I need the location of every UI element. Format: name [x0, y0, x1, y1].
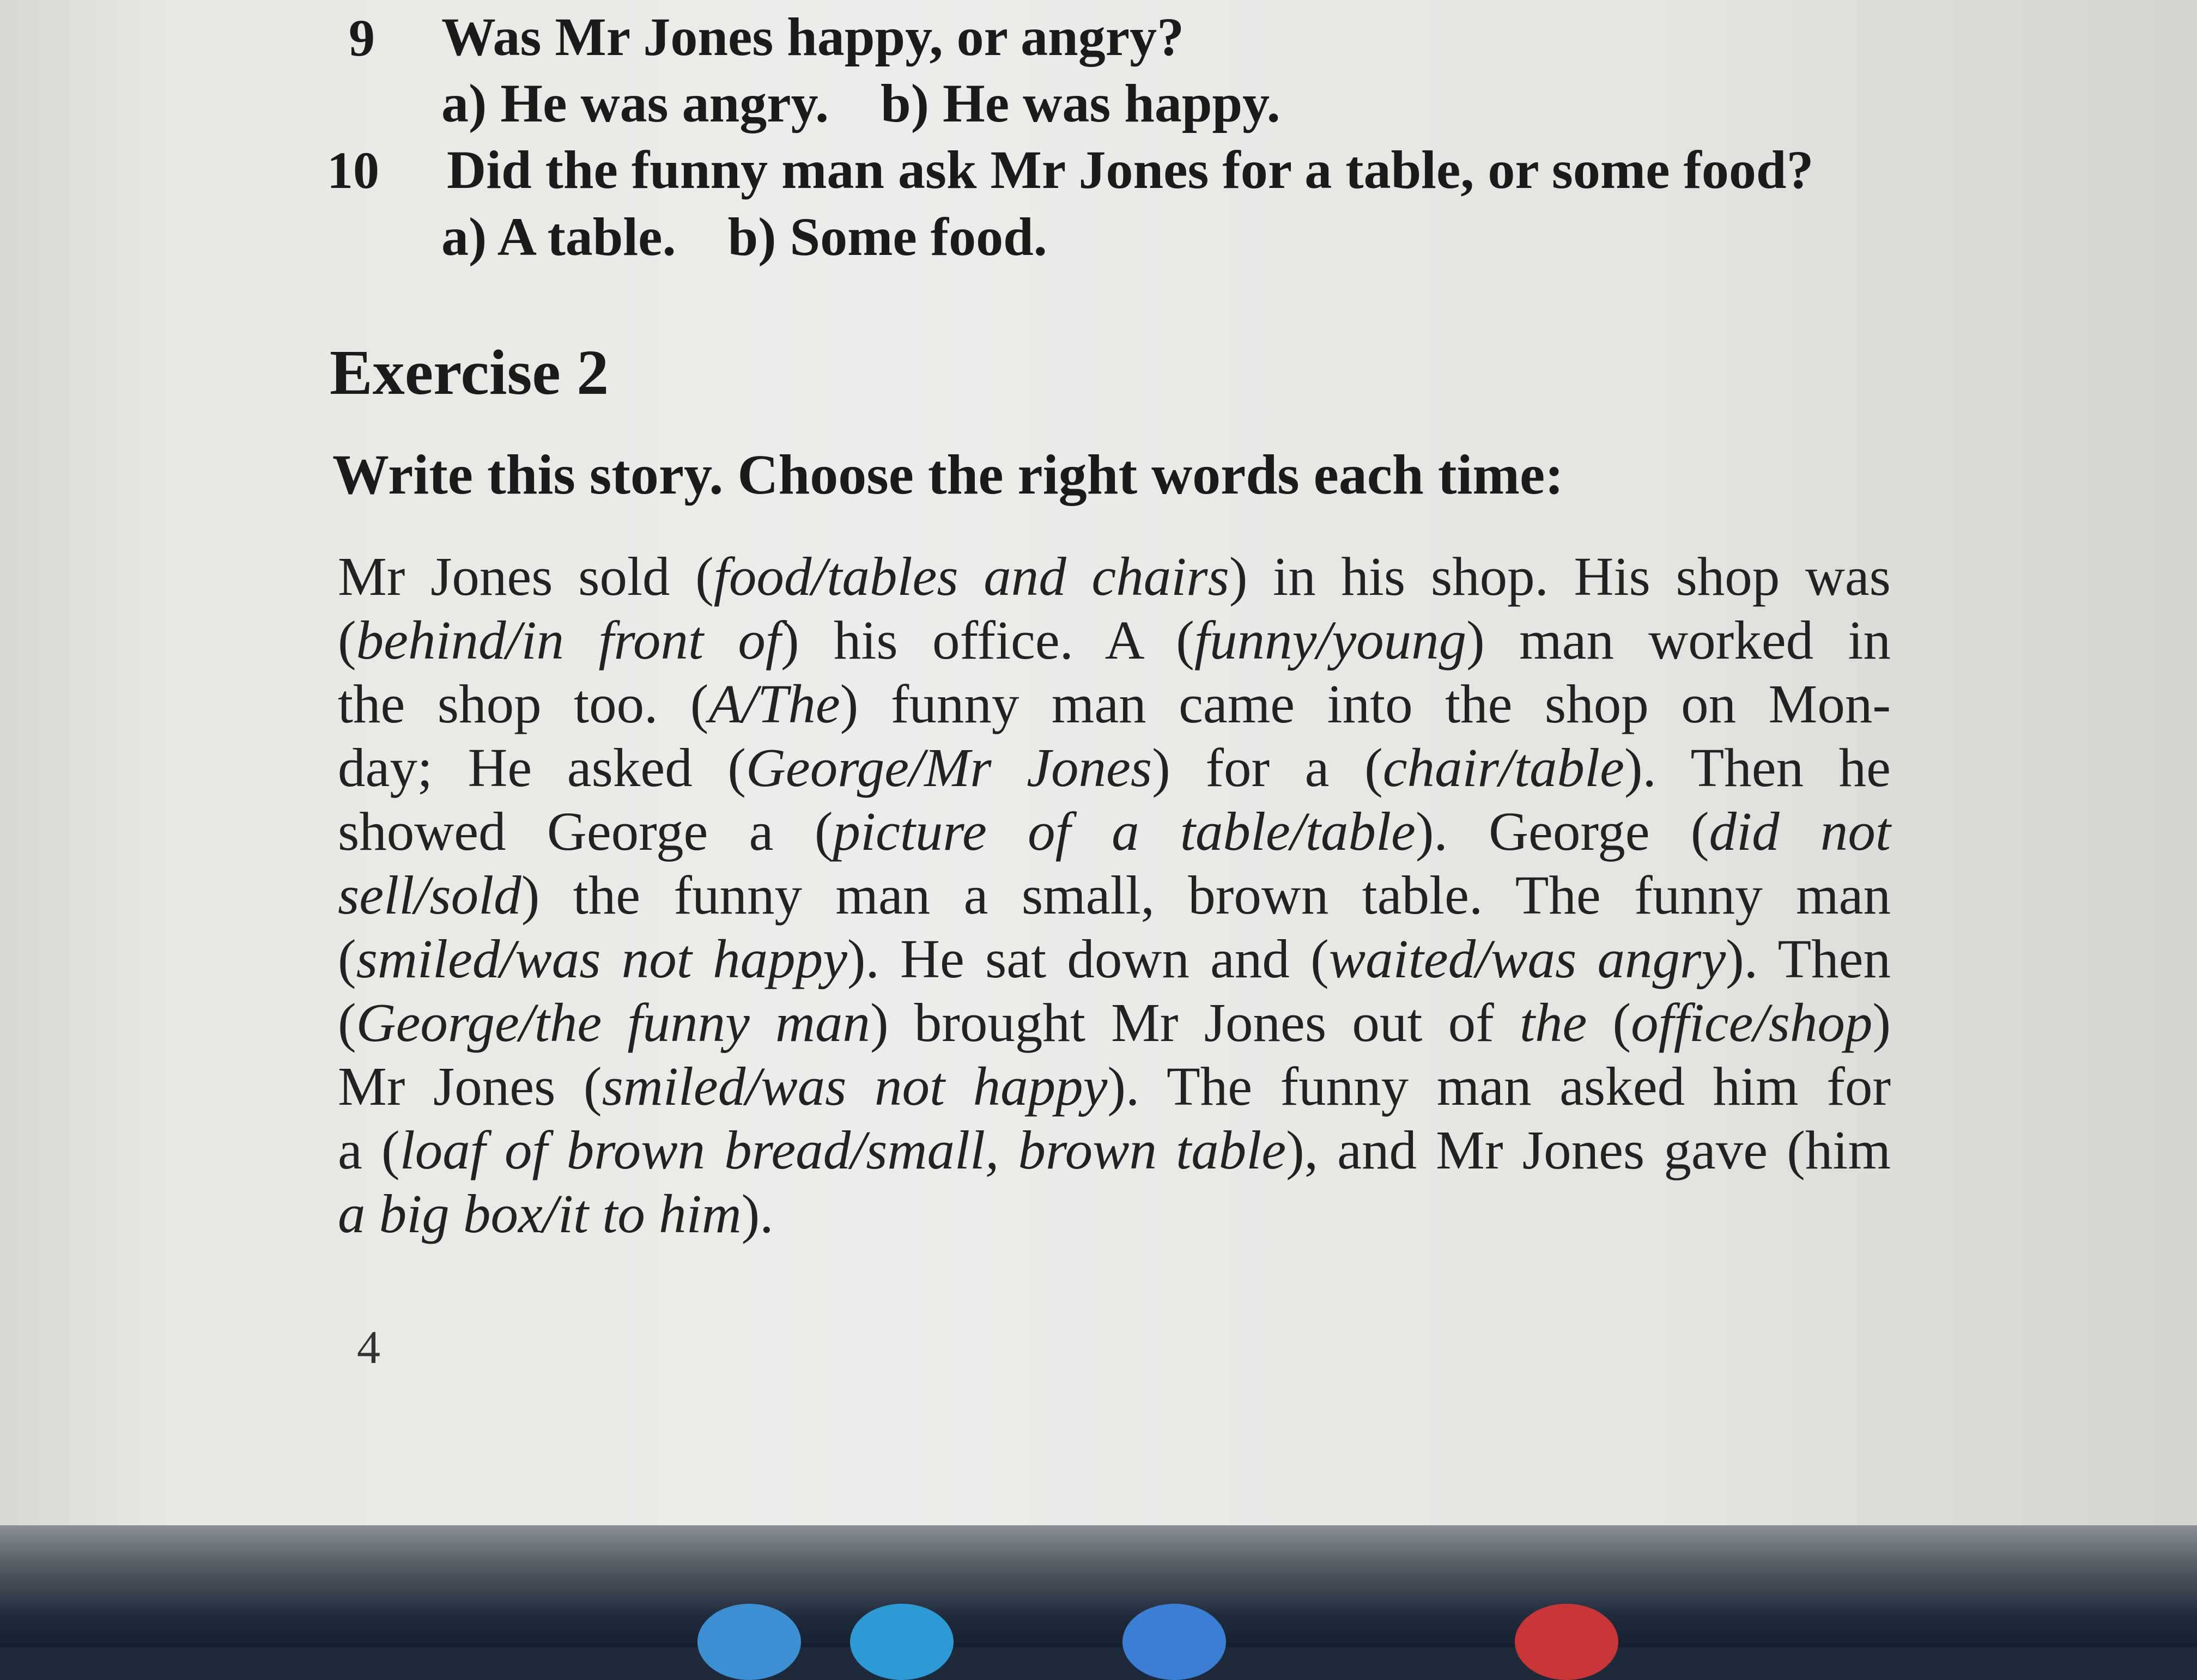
option-b: b) Some food.: [727, 206, 1047, 267]
question-text: Was Mr Jones happy, or angry?: [441, 7, 1185, 67]
word-choice: George/the funny man: [356, 992, 870, 1053]
story-text: day; He asked (: [338, 737, 746, 798]
story-text: (: [1587, 992, 1631, 1053]
option-a: a) A table.: [441, 206, 676, 267]
word-choice: smiled/was not happy: [356, 928, 847, 989]
story-text: Mr Jones (: [338, 1056, 602, 1117]
story-text: ). Then: [1726, 928, 1891, 989]
word-choice: picture of a table/table: [833, 801, 1416, 862]
story-text: showed George a (: [338, 801, 833, 862]
taskbar-app-icon[interactable]: [697, 1604, 801, 1680]
story-text: ) his office. A (: [780, 610, 1194, 671]
word-choice: office/shop: [1631, 992, 1873, 1053]
story-text: ). George (: [1415, 801, 1709, 862]
story-line: [338, 608, 1891, 672]
story-text: (: [338, 992, 356, 1053]
story-text: ), and Mr Jones gave (him: [1286, 1119, 1891, 1180]
question-number: 10: [327, 141, 379, 199]
word-choice: chair/table: [1382, 737, 1624, 798]
word-choice: waited/was angry: [1328, 928, 1726, 989]
exercise-title: Exercise 2: [330, 337, 609, 408]
story-line: [338, 1055, 1891, 1118]
word-choice: George/Mr Jones: [745, 737, 1152, 798]
word-choice: funny/young: [1194, 610, 1467, 671]
word-choice: A/The: [708, 673, 840, 734]
question-number: 9: [349, 9, 375, 67]
story-text: ) the funny man a small, brown table. The funny man: [521, 865, 1891, 926]
story-line: [338, 800, 1891, 863]
story-text: ) in his shop. His shop was: [1229, 546, 1891, 607]
word-choice: loaf of brown bread/small, brown table: [399, 1119, 1286, 1180]
story-text: (: [338, 610, 356, 671]
option-b: b) He was happy.: [881, 73, 1280, 133]
monitor-bezel: [0, 1525, 2197, 1647]
exercise-instruction: Write this story. Choose the right words each time:: [332, 443, 1564, 506]
story-text: ).: [741, 1183, 774, 1244]
story-text: ). He sat down and (: [847, 928, 1329, 989]
story-text: (: [338, 928, 356, 989]
story-text: ). The funny man asked him for: [1107, 1056, 1891, 1117]
story-text: a (: [338, 1119, 400, 1180]
answer-options: [441, 206, 1085, 267]
word-choice: sell/sold: [338, 865, 521, 926]
answer-options: [441, 73, 1319, 133]
option-a: a) He was angry.: [441, 73, 829, 133]
word-choice: food/tables and chairs: [713, 546, 1229, 607]
question-text: Did the funny man ask Mr Jones for a table, or some food?: [447, 139, 1814, 200]
story-text: ) man worked in: [1466, 610, 1891, 671]
word-choice: smiled/was not happy: [602, 1056, 1108, 1117]
taskbar-app-icon[interactable]: [1515, 1604, 1618, 1680]
taskbar-app-icon[interactable]: [850, 1604, 954, 1680]
story-text: Mr Jones sold (: [338, 546, 714, 607]
word-choice: did not: [1709, 801, 1891, 862]
story-text: ). Then he: [1624, 737, 1891, 798]
story-text: ) brought Mr Jones out of: [870, 992, 1520, 1053]
taskbar-app-icon[interactable]: [1122, 1604, 1226, 1680]
story-line: [338, 991, 1891, 1055]
story-line: [338, 1118, 1891, 1182]
story-line: [338, 1182, 1891, 1246]
story-paragraph: [338, 545, 1891, 1246]
page-number: 4: [357, 1321, 380, 1373]
story-line: [338, 545, 1891, 608]
word-choice: behind/in front of: [356, 610, 781, 671]
story-line: [338, 863, 1891, 927]
word-choice: the: [1519, 992, 1587, 1053]
story-text: ) funny man came into the shop on Mon-: [840, 673, 1891, 734]
story-text: ) for a (: [1152, 737, 1383, 798]
story-text: the shop too. (: [338, 673, 709, 734]
story-line: [338, 672, 1891, 736]
story-line: [338, 927, 1891, 991]
word-choice: a big box/it to him: [338, 1183, 742, 1244]
story-text: ): [1872, 992, 1891, 1053]
story-line: [338, 736, 1891, 800]
